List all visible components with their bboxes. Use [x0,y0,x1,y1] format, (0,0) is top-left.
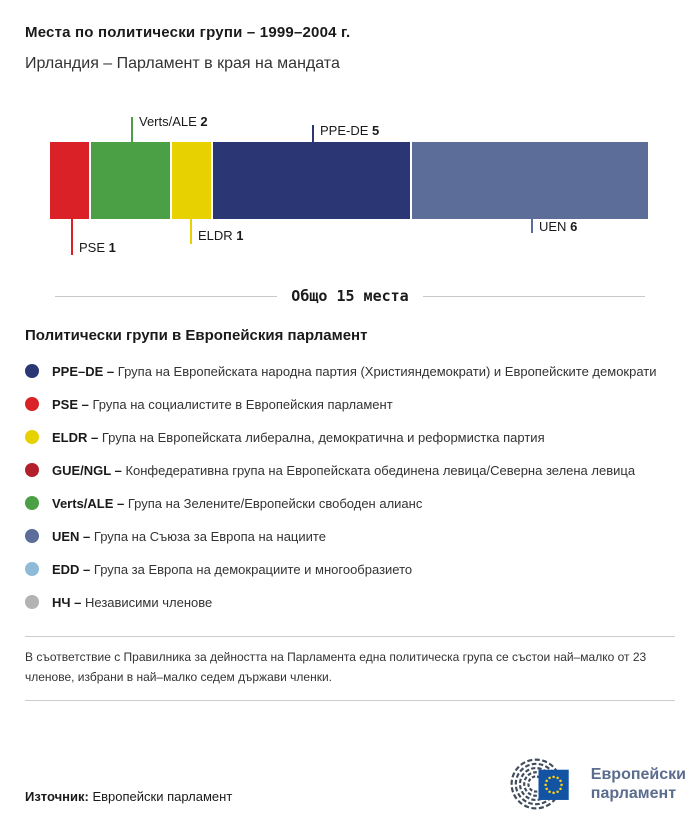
callout-label-uen: UEN 6 [539,219,578,234]
legend-label-ppe-de: PPE–DE – Група на Европейската народна партия (Християндемократи) и Европейските демократи [52,364,657,379]
legend-dot-ppe-de [25,364,39,378]
callout-tick-uen [531,219,533,233]
legend-item-uen [25,527,675,546]
legend-heading: Политически групи в Европейския парламент [25,327,368,344]
callout-label-eldr: ELDR 1 [198,228,244,243]
legend-label-nch: НЧ – Независими членове [52,595,213,610]
divider-line-right [423,296,645,297]
legend-item-ppe-de [25,362,675,381]
header [0,0,700,73]
page-title: Места по политически групи – 1999–2004 г. [25,24,351,41]
source [25,789,232,804]
legend-item-verts-ale [25,494,675,513]
legend-dot-verts-ale [25,496,39,510]
legend-label-edd: EDD – Група за Европа на демокрациите и многообразието [52,562,413,577]
bar-segment-uen [412,142,648,219]
legend-dot-pse [25,397,39,411]
legend-list [0,362,700,612]
european-parliament-logo [499,756,686,812]
logo-line1: Европейски [590,766,686,783]
legend-dot-uen [25,529,39,543]
legend-label-eldr: ELDR – Група на Европейската либерална, демократична и реформистка партия [52,430,545,445]
bar-segment-verts [91,142,170,219]
legend-dot-nch [25,595,39,609]
source-value: Европейски парламент [92,789,233,804]
legend-item-pse [25,395,675,414]
bar-segment-ppe [213,142,410,219]
parliament-hemicycle-icon [499,756,583,812]
legend-item-gue-ngl [25,461,675,480]
footnote: В съответствие с Правилника за дейността на Парламента една политическа група се състои най–малко от 23 членове, избрани в най–малко седем държави членки. [25,636,675,701]
legend-dot-edd [25,562,39,576]
legend-item-edd [25,560,675,579]
callout-tick-pse [71,219,73,255]
callout-tick-eldr [190,219,192,244]
callout-label-ppe: PPE-DE 5 [320,123,380,138]
eu-flag [538,770,568,800]
bar-segment-pse [50,142,89,219]
total-seats-divider [55,287,645,305]
logo-wordmark [591,765,686,803]
legend-dot-eldr [25,430,39,444]
page-subtitle: Ирландия – Парламент в края на мандата [25,55,340,72]
source-label: Източник: [25,789,89,804]
callout-label-verts: Verts/ALE 2 [139,114,208,129]
legend-dot-gue-ngl [25,463,39,477]
seats-chart [0,109,700,269]
callout-tick-ppe [312,125,314,142]
legend-item-eldr [25,428,675,447]
logo-line2: парламент [590,785,677,802]
bar-segment-eldr [172,142,211,219]
footer [25,756,686,812]
total-seats-label: Общо 15 места [291,287,409,305]
stacked-bar [50,142,648,219]
callout-tick-verts [131,117,133,142]
legend-label-gue-ngl: GUE/NGL – Конфедеративна група на Европейската обединена левица/Северна зелена левица [52,463,636,478]
legend-label-pse: PSE – Група на социалистите в Европейския парламент [52,397,393,412]
legend-label-verts-ale: Verts/ALE – Група на Зелените/Европейски свободен алианс [52,496,423,511]
legend-item-nch [25,593,675,612]
callout-label-pse: PSE 1 [79,240,116,255]
divider-line-left [55,296,277,297]
legend-label-uen: UEN – Група на Съюза за Европа на нациите [52,529,326,544]
